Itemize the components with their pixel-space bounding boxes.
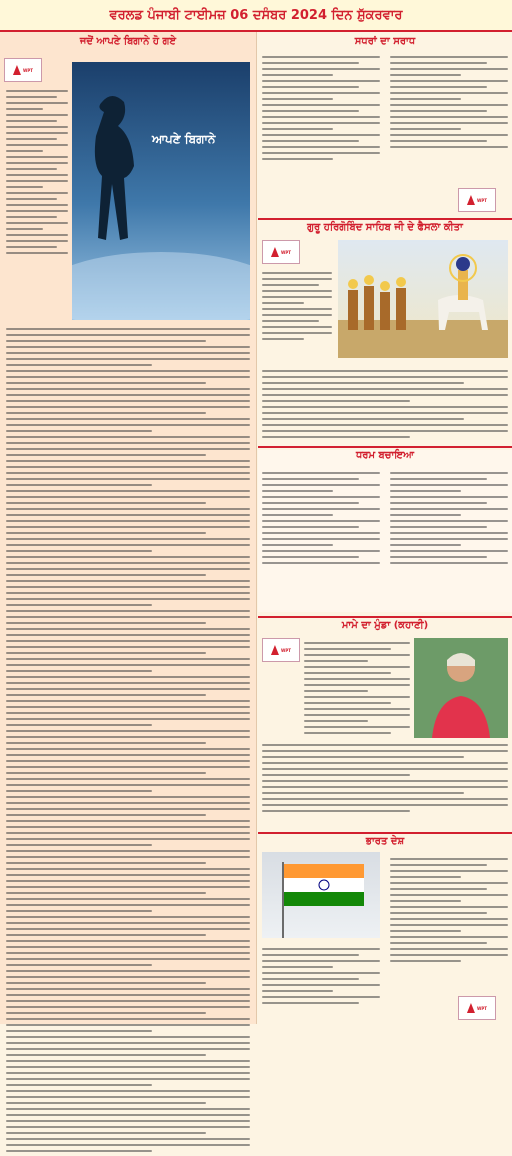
dharam-col-left [262, 468, 380, 568]
story-heading: ਮਾਮੇ ਦਾ ਮੁੰਡਾ (ਕਹਾਣੀ) [341, 620, 429, 631]
guru-intro-text [262, 268, 332, 344]
dharam-col-right [390, 468, 508, 568]
image-caption: ਆਪਣੇ ਬਿਗਾਨੇ [152, 132, 216, 146]
bharat-col-right [390, 854, 508, 966]
flag-image [262, 852, 380, 938]
left-column-end [6, 1020, 250, 1024]
guru-painting [338, 240, 508, 358]
story-intro-text [304, 638, 410, 738]
author-portrait-icon [414, 638, 508, 738]
guru-section [258, 222, 512, 442]
section-divider-3 [258, 616, 512, 618]
section-divider [258, 218, 512, 220]
poem-col-left [262, 52, 380, 164]
poem-section [258, 32, 512, 212]
bharat-logo-icon: WPT [458, 996, 496, 1020]
poem-heading: ਸਧਰਾਂ ਦਾ ਸਰਾਧ [354, 36, 416, 47]
right-column [258, 32, 512, 1024]
poem-logo-icon: WPT [458, 188, 496, 212]
guru-heading: ਗੁਰੂ ਹਰਿਗੋਬਿੰਦ ਸਾਹਿਬ ਜੀ ਦੇ ਫੈਸਲਾ ਕੀਤਾ [307, 222, 463, 233]
story-logo-icon: WPT [262, 638, 300, 662]
bharat-section [258, 836, 512, 1020]
article-image [72, 62, 250, 320]
poem-col-right [390, 52, 508, 152]
bharat-col-left [262, 944, 380, 1008]
left-body-text [6, 324, 250, 1156]
author-photo [414, 638, 508, 738]
section-divider-2 [258, 446, 512, 448]
guru-body-text [262, 366, 508, 442]
story-body-text [262, 740, 508, 816]
left-article [0, 32, 257, 1024]
left-logo-block [4, 58, 66, 82]
masthead-title: ਵਰਲਡ ਪੰਜਾਬੀ ਟਾਈਮਜ਼ 06 ਦਸੰਬਰ 2024 ਦਿਨ ਸ਼ੁੱਕਰਵਾਰ [109, 7, 403, 23]
horse-rider-icon [338, 240, 508, 358]
story-section [258, 620, 512, 830]
india-flag-icon [262, 852, 380, 938]
silhouette-figure-icon [72, 62, 250, 320]
section-divider-4 [258, 832, 512, 834]
dharam-heading: ਧਰਮ ਬਚਾਇਆ [356, 450, 414, 461]
newspaper-logo-icon: WPT [4, 58, 42, 82]
bharat-heading: ਭਾਰਤ ਦੇਸ਼ [365, 836, 405, 847]
guru-logo-icon: WPT [262, 240, 300, 264]
dharam-section [258, 450, 512, 612]
left-article-heading: ਜਦੋਂ ਆਪਣੇ ਬਿਗਾਨੇ ਹੋ ਗਏ [79, 36, 177, 47]
masthead [0, 0, 512, 32]
left-intro-text [6, 86, 68, 258]
